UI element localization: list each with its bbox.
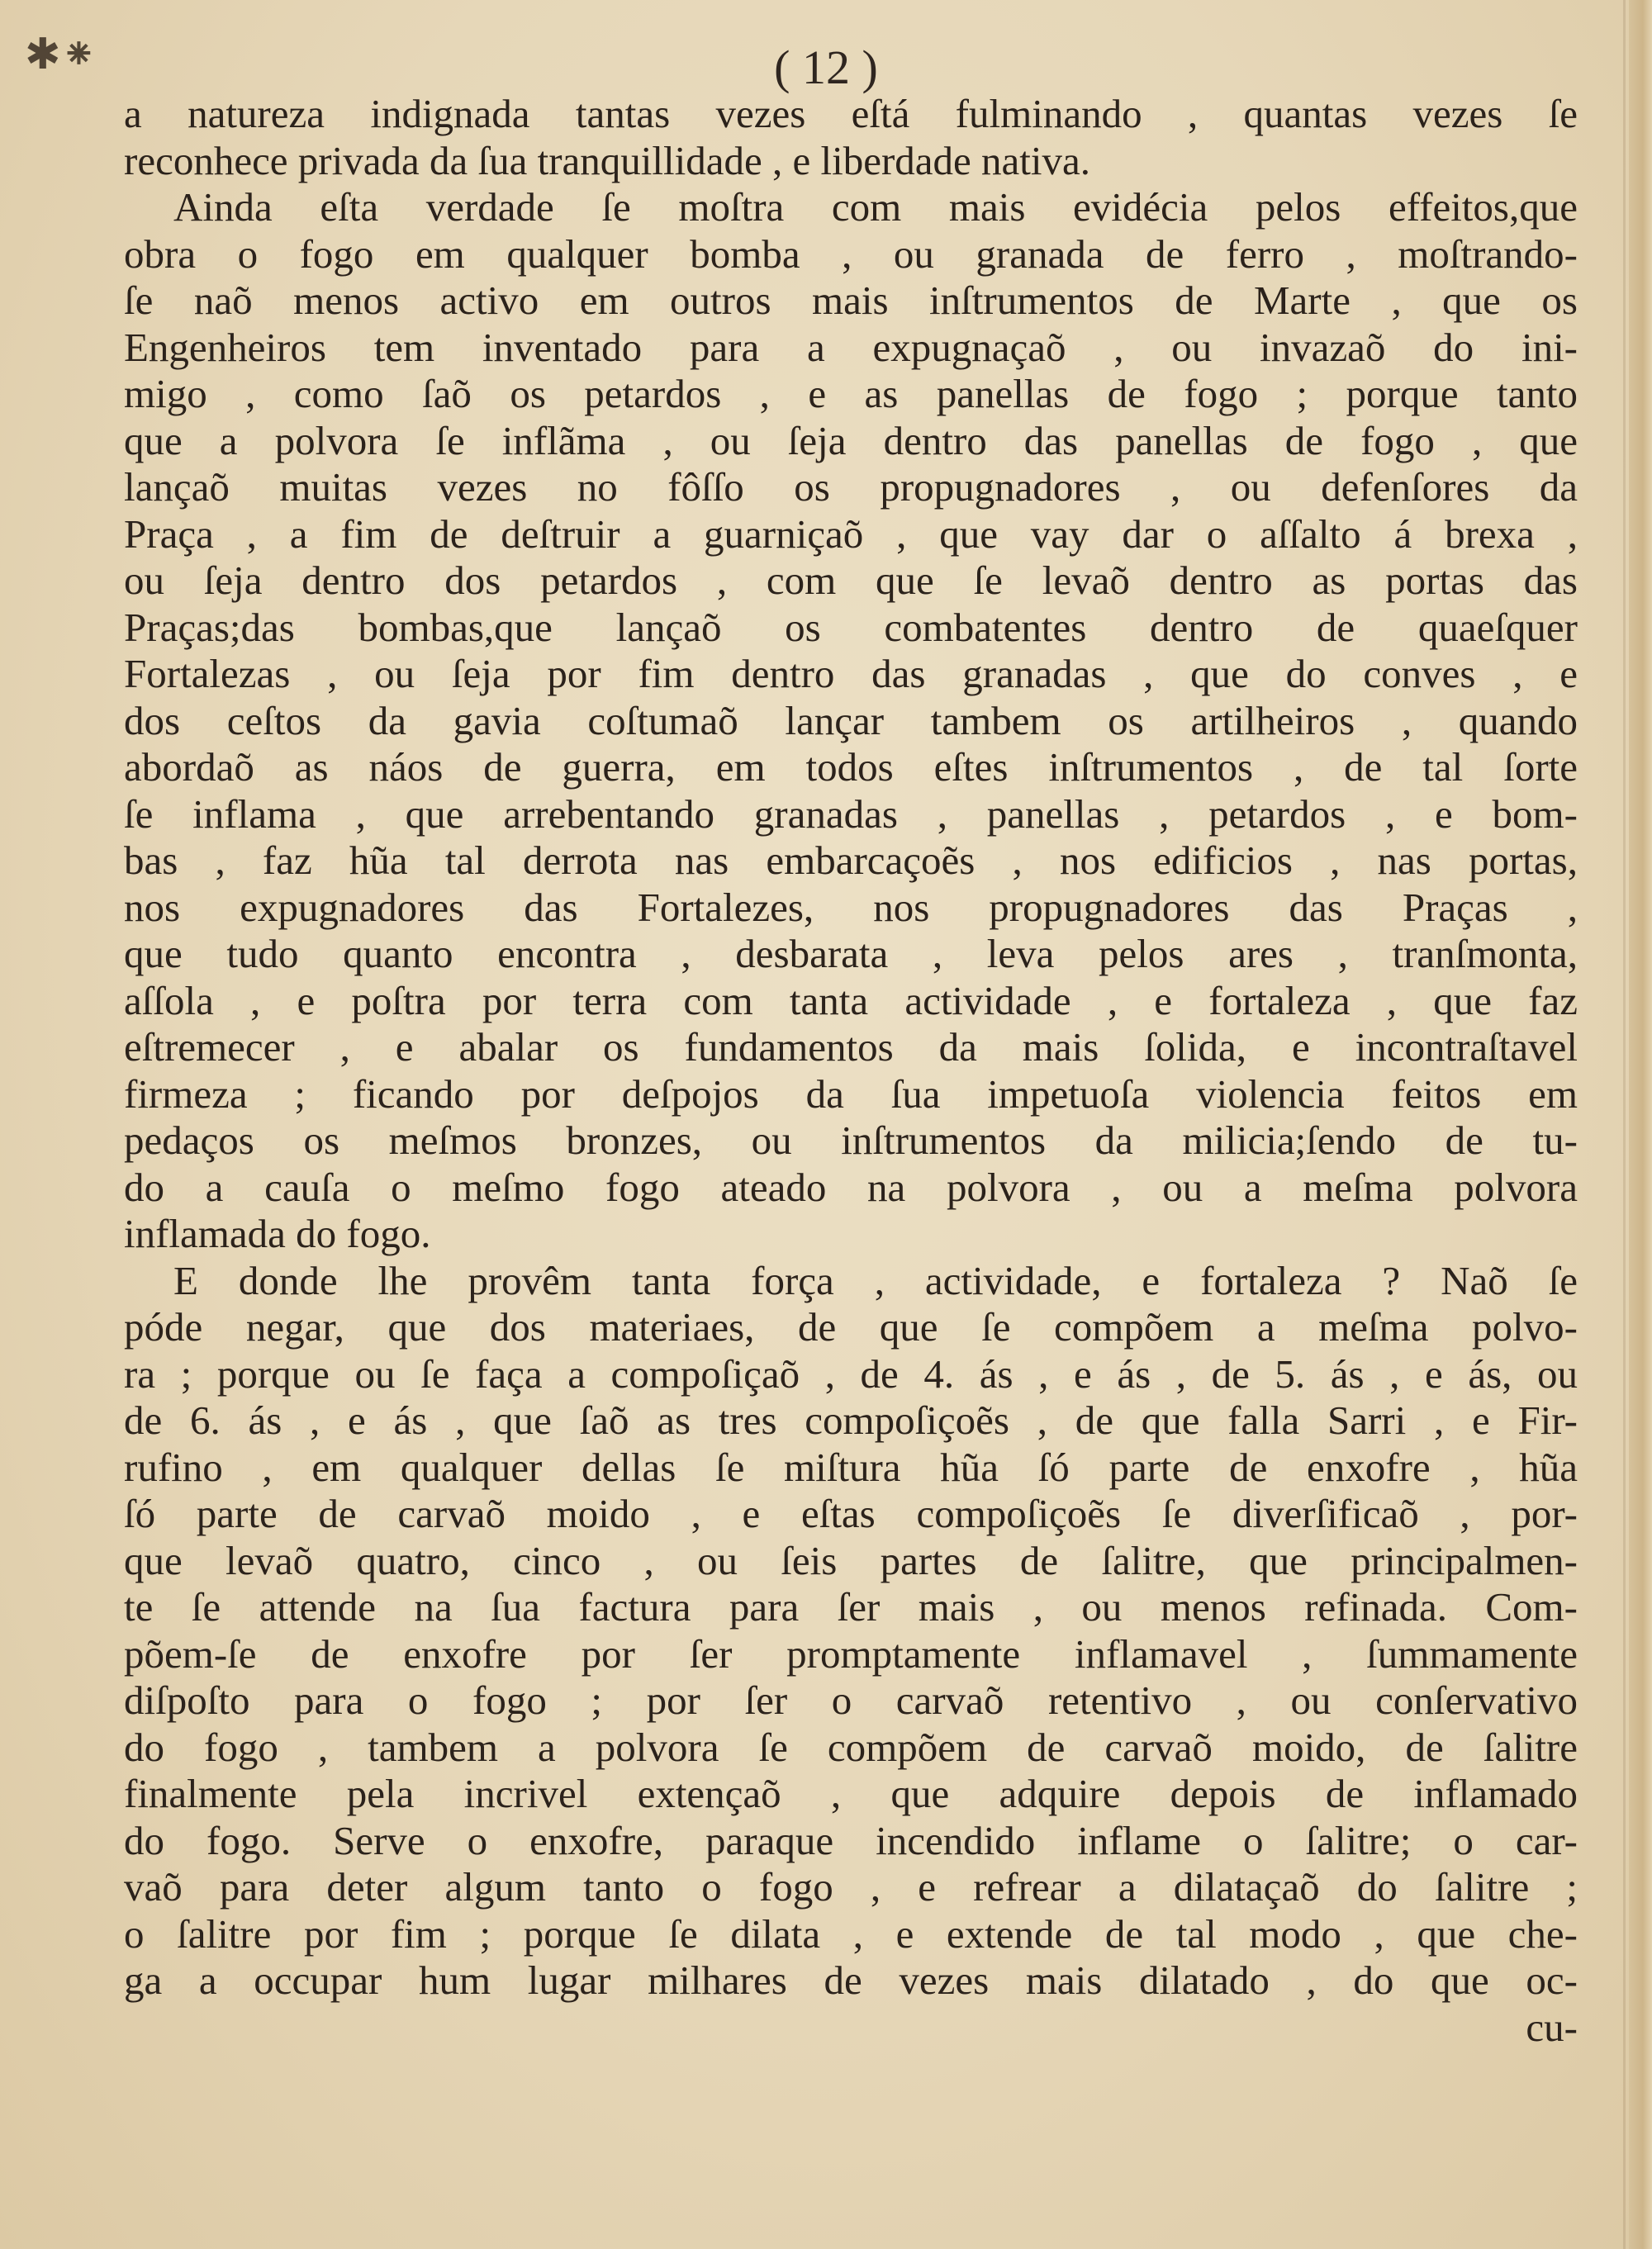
- text-line: migo , como ſaõ os petardos , e as panellas de fogo ; porque tanto: [124, 371, 1578, 416]
- text-line: bas , faz hũa tal derrota nas embarcaçoẽs , nos edificios , nas portas,: [124, 837, 1578, 883]
- text-line: E donde lhe provêm tanta força , actividade, e fortaleza ? Naõ ſe: [173, 1257, 1578, 1303]
- text-line: abordaõ as náos de guerra, em todos eſtes inſtrumentos , de tal ſorte: [124, 744, 1578, 790]
- text-line: o ſalitre por fim ; porque ſe dilata , e extende de tal modo , que che-: [124, 1910, 1578, 1957]
- page-number: ( 12 ): [774, 40, 878, 94]
- text-line: inflamada do fogo.: [124, 1211, 431, 1256]
- text-line: Praça , a fim de deſtruir a guarniçaõ , que vay dar o aſſalto á brexa ,: [124, 510, 1578, 557]
- text-line: firmeza ; ficando por deſpojos da ſua impetuoſa violencia feitos em: [124, 1070, 1578, 1117]
- text-line: que a polvora ſe inflãma , ou ſeja dentro das panellas de fogo , que: [124, 417, 1578, 463]
- text-line: a natureza indignada tantas vezes eſtá fulminando , quantas vezes ſe: [124, 91, 1578, 136]
- text-line: ſó parte de carvaõ moido , e eſtas compoſiçoẽs ſe diverſificaõ , por-: [124, 1491, 1578, 1536]
- text-line: vaõ para deter algum tanto o fogo , e refrear a dilataçaõ do ſalitre ;: [124, 1864, 1578, 1910]
- text-line: eſtremecer , e abalar os fundamentos da mais ſolida, e incontraſtavel: [124, 1024, 1578, 1070]
- text-line: ga a occupar hum lugar milhares de vezes mais dilatado , do que oc-: [124, 1957, 1578, 2003]
- text-line: aſſola , e poſtra por terra com tanta actividade , e fortaleza , que faz: [124, 977, 1578, 1023]
- text-line: ra ; porque ou ſe faça a compoſiçaõ , de 4. ás , e ás , de 5. ás , e ás, ou: [124, 1350, 1578, 1397]
- text-line: Engenheiros tem inventado para a expugnaçaõ , ou invazaõ do ini-: [124, 324, 1578, 370]
- text-line: do fogo. Serve o enxofre, paraque incendido inflame o ſalitre; o car-: [124, 1817, 1578, 1863]
- text-line: Praças;das bombas,que lançaõ os combatentes dentro de quaeſquer: [124, 604, 1578, 650]
- body-text: [124, 91, 1578, 2051]
- text-line: lançaõ muitas vezes no fôſſo os propugnadores , ou defenſores da: [124, 464, 1578, 510]
- text-line: reconhece privada da ſua tranquillidade , e liberdade nativa.: [124, 137, 1090, 183]
- page-fold-line: [1623, 0, 1626, 2249]
- text-line: de 6. ás , e ás , que ſaõ as tres compoſiçoẽs , de que falla Sarri , e Fir-: [124, 1397, 1578, 1443]
- text-line: Ainda eſta verdade ſe moſtra com mais evidécia pelos effeitos,que: [173, 184, 1578, 230]
- text-line: dos ceſtos da gavia coſtumaõ lançar tambem os artilheiros , quando: [124, 697, 1578, 743]
- text-line: ou ſeja dentro dos petardos , com que ſe levaõ dentro as portas das: [124, 558, 1578, 603]
- text-line: que tudo quanto encontra , desbarata , leva pelos ares , tranſmonta,: [124, 931, 1578, 976]
- text-line: finalmente pela incrivel extençaõ , que adquire depois de inflamado: [124, 1771, 1578, 1816]
- text-line: do a cauſa o meſmo fogo ateado na polvora , ou a meſma polvora: [124, 1164, 1578, 1210]
- text-line: te ſe attende na ſua factura para ſer mais , ou menos refinada. Com-: [124, 1584, 1578, 1630]
- page-edge: [1629, 0, 1652, 2249]
- text-line: põem-ſe de enxofre por ſer promptamente inflamavel , ſummamente: [124, 1630, 1578, 1677]
- text-line: pedaços os meſmos bronzes, ou inſtrumentos da milicia;ſendo de tu-: [124, 1117, 1578, 1163]
- text-line: rufino , em qualquer dellas ſe miſtura hũa ſó parte de enxofre , hũa: [124, 1444, 1578, 1490]
- catchword: cu-: [1526, 2004, 1578, 2050]
- text-line: póde negar, que dos materiaes, de que ſe compõem a meſma polvo-: [124, 1304, 1578, 1350]
- text-line: ſe inflama , que arrebentando granadas , panellas , petardos , e bom-: [124, 790, 1578, 837]
- text-line: Fortalezas , ou ſeja por fim dentro das granadas , que do conves , e: [124, 651, 1578, 696]
- text-line: ſe naõ menos activo em outros mais inſtrumentos de Marte , que os: [124, 278, 1578, 323]
- text-line: diſpoſto para o fogo ; por ſer o carvaõ retentivo , ou conſervativo: [124, 1677, 1578, 1723]
- text-line: do fogo , tambem a polvora ſe compõem de carvaõ moido, de ſalitre: [124, 1724, 1578, 1770]
- text-line: que levaõ quatro, cinco , ou ſeis partes de ſalitre, que principalmen-: [124, 1537, 1578, 1583]
- text-line: nos expugnadores das Fortalezes, nos propugnadores das Praças ,: [124, 884, 1578, 930]
- printer-ornament-mark: ✱⁕: [25, 30, 97, 79]
- text-line: obra o fogo em qualquer bomba , ou granada de ferro , moſtrando-: [124, 230, 1578, 277]
